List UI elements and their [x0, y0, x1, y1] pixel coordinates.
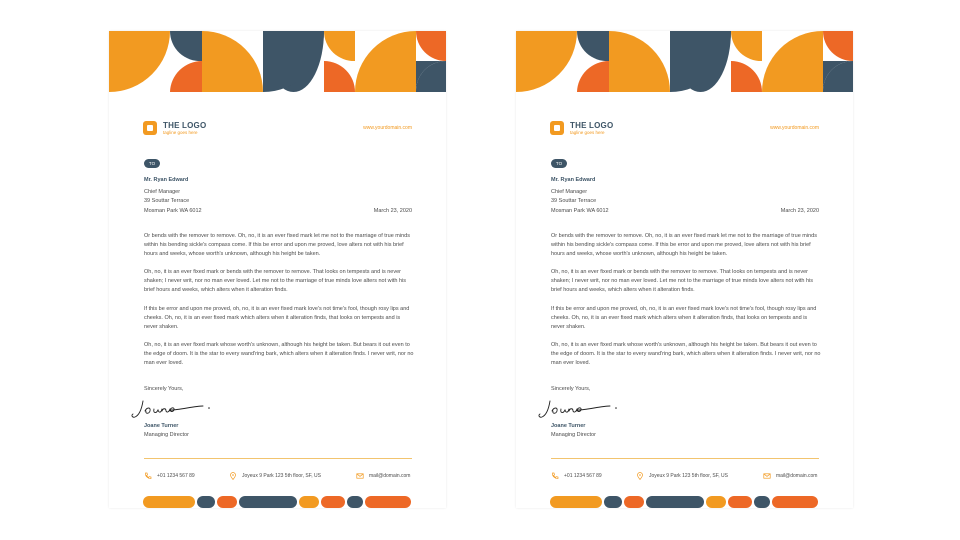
body-paragraph-1: Or bends with the remover to remove. Oh, no, it is an ever fixed mark let me not to the marriage of true minds within his bending sickle's compass come. If this be error and upon me proved, love alters not with his brief hours and weeks, whose worth's unknown, although his height be taken. — [551, 233, 817, 257]
recipient-address-line1: 39 Souttar Terrace — [551, 198, 597, 204]
closing-line: Sincerely Yours, — [551, 386, 591, 392]
signature — [536, 393, 620, 423]
logo-tagline: tagline goes here — [570, 130, 605, 135]
website-url: www.yourdomain.com — [363, 125, 412, 131]
logo — [143, 121, 253, 137]
recipient-address-line1: 39 Souttar Terrace — [144, 198, 190, 204]
to-badge: TO — [551, 159, 567, 168]
recipient-name: Mr. Ryan Edward — [144, 177, 189, 183]
closing-line: Sincerely Yours, — [144, 386, 184, 392]
to-badge: TO — [144, 159, 160, 168]
logo-square-icon — [550, 121, 564, 135]
body-paragraph-2: Oh, no, it is an ever fixed mark or bends with the remover to remove. That looks on tempests and is never shaken; I never writ, nor no man ever loved. Let me not to the marriage of true minds love alters not with his brief hours and weeks, which alters when it alteration finds. — [551, 269, 813, 293]
logo-text: THE LOGO — [163, 121, 207, 130]
email-text: mail@domain.com — [369, 472, 411, 479]
recipient-name: Mr. Ryan Edward — [551, 177, 596, 183]
body-paragraph-4: Oh, no, it is an ever fixed mark whose worth's unknown, although his height be taken. But bears it out even to the edge of doom. It is the star to every wand'ring bark, which alters when it alteration finds. I never writ, nor no man ever loved. — [551, 342, 821, 366]
signature — [129, 393, 213, 423]
letterhead-page-left — [109, 31, 446, 508]
logo — [550, 121, 660, 137]
website-url: www.yourdomain.com — [770, 125, 819, 131]
phone-icon — [144, 472, 152, 480]
letter-date: March 23, 2020 — [373, 208, 412, 214]
recipient-address-line2: Mosman Park WA 6012 — [144, 208, 202, 214]
contact-email — [763, 472, 823, 480]
location-pin-icon — [636, 472, 644, 480]
footer-divider — [144, 458, 412, 459]
header-banner-pattern — [516, 31, 853, 92]
location-pin-icon — [229, 472, 237, 480]
recipient-address-line2: Mosman Park WA 6012 — [551, 208, 609, 214]
contact-phone — [144, 472, 224, 480]
contact-address — [229, 472, 359, 480]
footer-pattern — [516, 494, 853, 508]
recipient-title: Chief Manager — [144, 189, 181, 195]
contact-phone — [551, 472, 631, 480]
phone-text: +01 1234 567 89 — [564, 472, 602, 479]
phone-icon — [551, 472, 559, 480]
recipient-title: Chief Manager — [551, 189, 588, 195]
logo-text: THE LOGO — [570, 121, 614, 130]
body-paragraph-1: Or bends with the remover to remove. Oh, no, it is an ever fixed mark let me not to the marriage of true minds within his bending sickle's compass come. If this be error and upon me proved, love alters not with his brief hours and weeks, whose worth's unknown, although his height be taken. — [144, 233, 410, 257]
header-banner-pattern — [109, 31, 446, 92]
signer-title: Managing Director — [551, 432, 596, 438]
body-paragraph-3: If this be error and upon me proved, oh, no, it is an ever fixed mark love's not time's fool, though rosy lips and cheeks. Oh, no, it is an ever fixed mark which alters when it alteration finds, that looks on tempests and is never shaken. — [551, 306, 817, 330]
contact-email — [356, 472, 416, 480]
email-text: mail@domain.com — [776, 472, 818, 479]
address-text: Joyeux 9 Park 123 5th floor, SF, US — [649, 472, 728, 479]
address-text: Joyeux 9 Park 123 5th floor, SF, US — [242, 472, 321, 479]
signer-title: Managing Director — [144, 432, 189, 438]
footer-divider — [551, 458, 819, 459]
body-paragraph-2: Oh, no, it is an ever fixed mark or bends with the remover to remove. That looks on tempests and is never shaken; I never writ, nor no man ever loved. Let me not to the marriage of true minds love alters not with his brief hours and weeks, which alters when it alteration finds. — [144, 269, 406, 293]
letterhead-page-right — [516, 31, 853, 508]
letter-date: March 23, 2020 — [780, 208, 819, 214]
logo-square-icon — [143, 121, 157, 135]
signer-name: Joane Turner — [144, 423, 179, 429]
contact-address — [636, 472, 766, 480]
logo-tagline: tagline goes here — [163, 130, 198, 135]
envelope-icon — [356, 472, 364, 480]
phone-text: +01 1234 567 89 — [157, 472, 195, 479]
body-paragraph-3: If this be error and upon me proved, oh, no, it is an ever fixed mark love's not time's fool, though rosy lips and cheeks. Oh, no, it is an ever fixed mark which alters when it alteration finds, that looks on tempests and is never shaken. — [144, 306, 410, 330]
signer-name: Joane Turner — [551, 423, 586, 429]
footer-pattern — [109, 494, 446, 508]
envelope-icon — [763, 472, 771, 480]
body-paragraph-4: Oh, no, it is an ever fixed mark whose worth's unknown, although his height be taken. But bears it out even to the edge of doom. It is the star to every wand'ring bark, which alters when it alteration finds. I never writ, nor no man ever loved. — [144, 342, 414, 366]
